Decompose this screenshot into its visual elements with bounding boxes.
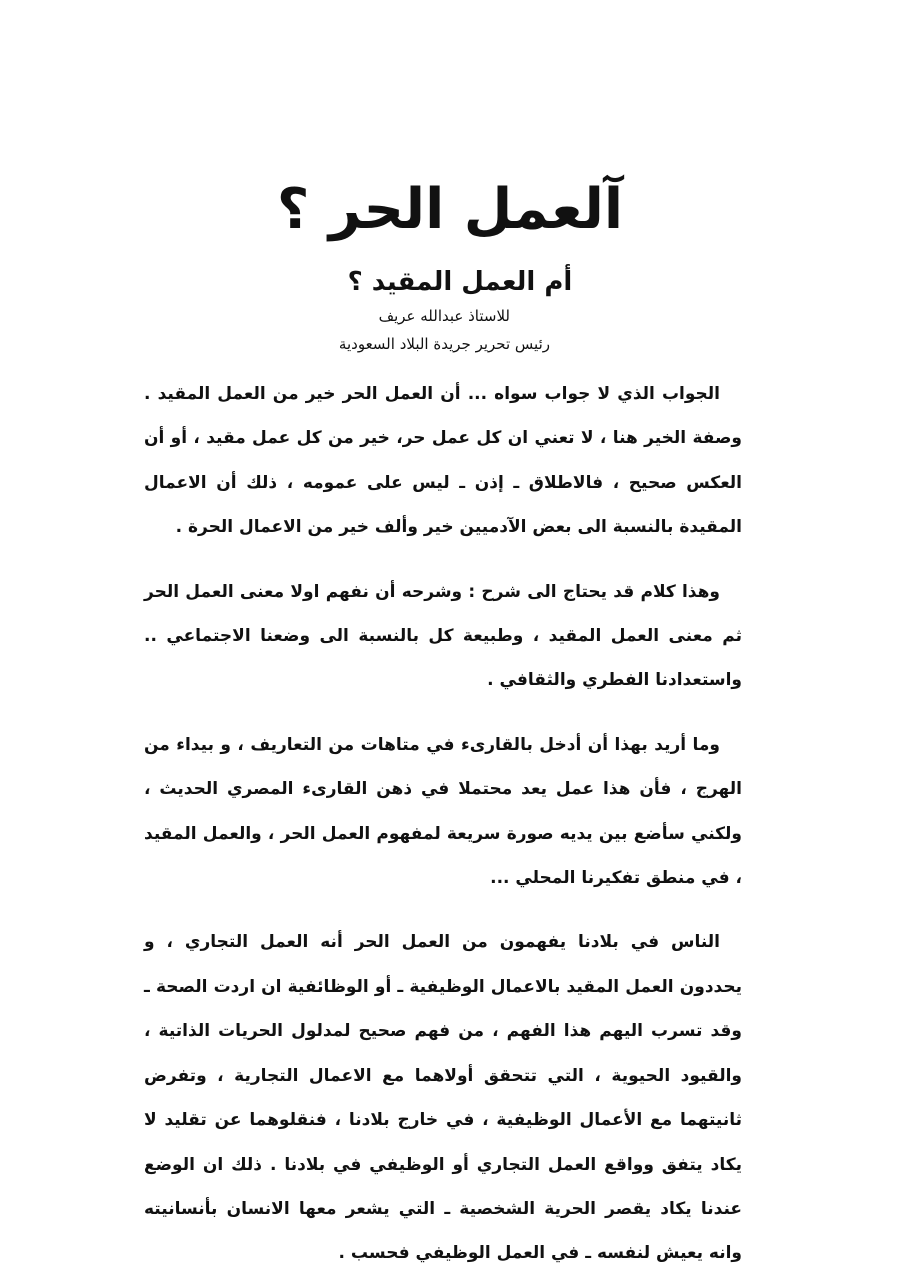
paragraph-3: وما أريد بهذا أن أدخل بالقارىء في متاهات من التعاريف ، و بيداء من الهرج ، فأن هذا عمل يعد محتملا في ذهن القارىء المصري الحديث ، ولكني سأضع بين يديه صورة سريعة لمفهوم العمل الحر ، والعمل المقيد ، في منطق تفكيرنا المحلي ... [144, 734, 742, 889]
author-name: للاستاذ عبدالله عريف [378, 307, 510, 325]
article-title: آلعمل الحر ؟ [276, 177, 624, 242]
paragraph-1: الجواب الذي لا جواب سواه ... أن العمل الحر خير من العمل المقيد . وصفة الخير هنا ، لا تعني ان كل عمل حر، خير من كل عمل مقيد ، أو أن العكس صحيح ، فالاطلاق ـ إذن ـ ليس على عمومه ، ذلك أن الاعمال المقيدة بالنسبة الى بعض الآدميين خير وألف خير من الاعمال الحرة . [144, 384, 742, 538]
article-subtitle: أم العمل المقيد ؟ [347, 267, 573, 297]
paragraph-4: الناس في بلادنا يفهمون من العمل الحر أنه العمل التجاري ، و يحددون العمل المقيد بالاعمال الوظيفية ـ أو الوظائفية ان اردت الصحة ـ وقد تسرب اليهم هذا الفهم ، من فهم صحيح لمدلول الحريات الذاتية ، والقيود الحيوية ، التي تتحقق أولاهما مع الاعمال التجارية ، وتفرض ثانيتهما مع الأعمال الوظيفية ، في خارج بلادنا ، فنقلوهما عن تقليد لا يكاد يتفق وواقع العمل التجاري أو الوظيفي في بلادنا . ذلك ان الوضع عندنا يكاد يقصر الحرية الشخصية ـ التي يشعر معها الانسان بأنسانيته وانه يعيش لنفسه ـ في العمل الوظيفي فحسب . [144, 932, 742, 1264]
article-body [144, 372, 742, 1276]
paragraph-2: وهذا كلام قد يحتاج الى شرح : وشرحه أن نفهم اولا معنى العمل الحر ثم معنى العمل المقيد ، وطبيعة كل بالنسبة الى وضعنا الاجتماعي .. واستعدادنا الفطري والثقافي . [144, 581, 742, 691]
author-role: رئيس تحرير جريدة البلاد السعودية [338, 335, 550, 353]
